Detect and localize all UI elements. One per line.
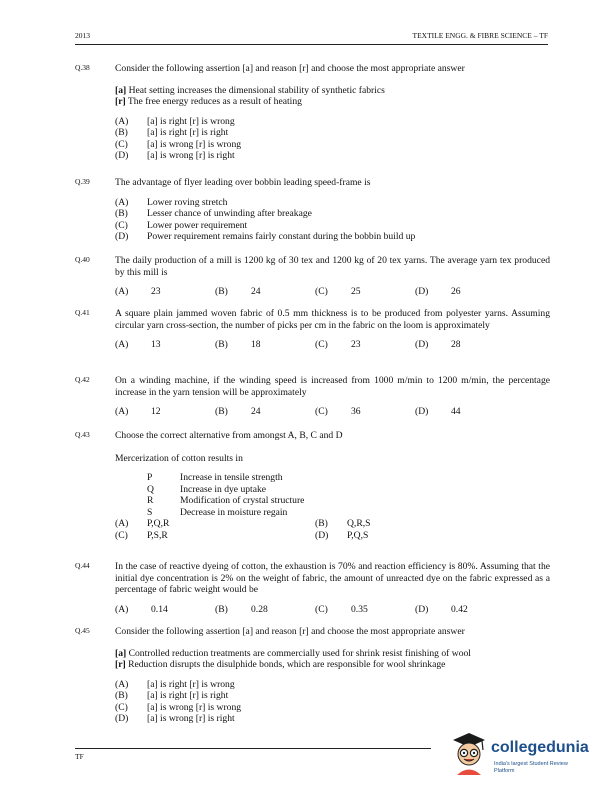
- option: (C) 0.35: [315, 603, 368, 615]
- option: (C) 25: [315, 286, 361, 297]
- question-44: [75, 561, 550, 615]
- question-number: Q.45: [75, 626, 90, 635]
- statement-item: P Increase in tensile strength: [147, 472, 283, 483]
- question-text: On a winding machine, if the winding speed is increased from 1000 m/min to 1200 m/min, the percentage increase in the yarn tension will be approximately: [115, 375, 550, 398]
- option: (A) P,Q,R: [115, 518, 170, 529]
- option: (D) Power requirement remains fairly constant during the bobbin build up: [115, 231, 416, 242]
- question-45: [75, 626, 550, 725]
- option: (A) 12: [115, 406, 161, 417]
- assertion-reason: [a] Heat setting increases the dimensional stability of synthetic fabrics [r] The free energy reduces as a result of heating: [115, 84, 385, 107]
- option: (D) [a] is wrong [r] is right: [115, 150, 235, 161]
- option: (D) 44: [415, 406, 461, 417]
- question-text: Consider the following assertion [a] and reason [r] and choose the most appropriate answer: [115, 63, 465, 74]
- question-42: [75, 375, 550, 418]
- option: (C) [a] is wrong [r] is wrong: [115, 701, 242, 713]
- assertion-reason: [a] Controlled reduction treatments are commercially used for shrink resist finishing of wool [r] Reduction disrupts the disulphide bonds, which are responsible for wool shrinkage: [115, 647, 471, 670]
- question-subtext: Mercerization of cotton results in: [115, 452, 243, 464]
- collegedunia-logo[interactable]: [449, 730, 589, 780]
- option: (B) 18: [215, 339, 261, 350]
- brand-tagline: India's largest Student Review Platform: [494, 761, 568, 774]
- options-row: [115, 604, 550, 616]
- statement-item: R Modification of crystal structure: [147, 495, 305, 506]
- question-number: Q.43: [75, 430, 90, 439]
- option: (C) 36: [315, 406, 361, 417]
- mascot-icon: [449, 730, 489, 776]
- options-grid: [115, 518, 550, 541]
- question-number: Q.41: [75, 308, 90, 317]
- question-number: Q.40: [75, 255, 90, 264]
- question-text: The advantage of flyer leading over bobbin leading speed-frame is: [115, 177, 371, 188]
- options-row: [115, 286, 550, 298]
- question-40: [75, 255, 550, 298]
- statement-item: Q Increase in dye uptake: [147, 483, 267, 495]
- header-rule: [75, 44, 548, 45]
- footer-rule: [75, 748, 431, 761]
- question-39: [75, 177, 550, 243]
- question-number: Q.38: [75, 63, 90, 72]
- question-43: [75, 430, 550, 541]
- option: (D) 26: [415, 286, 461, 297]
- statement-item: S Decrease in moisture regain: [147, 506, 288, 518]
- question-text: A square plain jammed woven fabric of 0.5 mm thickness is to be produced from polyester yarns. Assuming circular yarn cross-section, the number of picks per cm in the fabric on the loom is approximately: [115, 308, 550, 331]
- option: (D) [a] is wrong [r] is right: [115, 713, 235, 724]
- option: (B) 0.28: [215, 603, 268, 615]
- exam-year: 2013: [75, 31, 90, 40]
- question-text: In the case of reactive dyeing of cotton, the exhaustion is 70% and reaction efficiency is 80%. Assuming that the initial dye concentration is 2% on the weight of fabric, the amount of unreacted dye on the fabric expressed as a percentage of fabric weight would be: [115, 561, 550, 595]
- option: (A) Lower roving stretch: [115, 196, 228, 208]
- option: (A) 13: [115, 339, 161, 350]
- question-text: Choose the correct alternative from amongst A, B, C and D: [115, 430, 343, 441]
- options-list: [115, 116, 550, 162]
- question-number: Q.39: [75, 177, 90, 186]
- question-38: [75, 63, 550, 162]
- option: (B) [a] is right [r] is right: [115, 690, 229, 701]
- option: (D) 28: [415, 339, 461, 350]
- options-row: [115, 406, 550, 418]
- option: (C) P,S,R: [115, 529, 168, 541]
- options-row: [115, 339, 550, 351]
- question-41: [75, 308, 550, 351]
- option: (D) 0.42: [415, 603, 468, 615]
- question-text: The daily production of a mill is 1200 kg of 30 tex and 1200 kg of 20 tex yarns. The average yarn tex produced by this mill is: [115, 255, 550, 278]
- option: (B) [a] is right [r] is right: [115, 127, 229, 138]
- brand-name: collegedunia: [491, 739, 589, 756]
- options-list: [115, 197, 550, 243]
- exam-subject: TEXTILE ENGG. & FIBRE SCIENCE – TF: [412, 31, 548, 40]
- option: (B) Lesser chance of unwinding after breakage: [115, 208, 312, 219]
- footer-label: TF: [75, 752, 84, 761]
- option: (D) P,Q,S: [315, 529, 369, 541]
- option: (C) 23: [315, 339, 361, 350]
- option: (B) 24: [215, 406, 261, 417]
- question-text: Consider the following assertion [a] and reason [r] and choose the most appropriate answer: [115, 626, 465, 637]
- option: (A) 23: [115, 286, 161, 297]
- question-number: Q.42: [75, 375, 90, 384]
- option: (A) 0.14: [115, 603, 168, 615]
- statement-list: [147, 472, 550, 518]
- option: (A) [a] is right [r] is wrong: [115, 678, 235, 690]
- option: (B) 24: [215, 286, 261, 297]
- options-list: [115, 679, 550, 725]
- question-number: Q.44: [75, 561, 90, 570]
- option: (C) Lower power requirement: [115, 219, 248, 231]
- option: (C) [a] is wrong [r] is wrong: [115, 138, 242, 150]
- option: (B) Q,R,S: [315, 518, 371, 529]
- option: (A) [a] is right [r] is wrong: [115, 115, 235, 127]
